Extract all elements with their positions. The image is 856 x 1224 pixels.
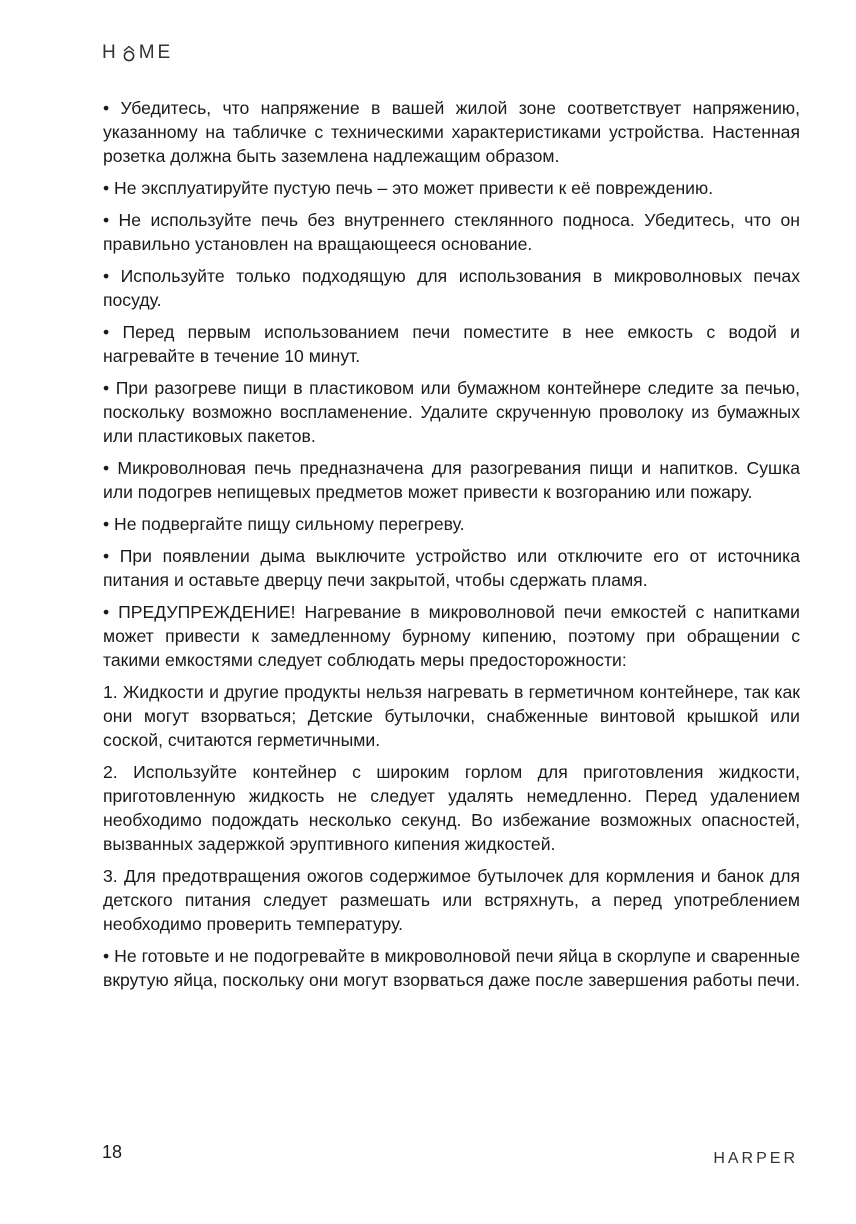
paragraph: 1. Жидкости и другие продукты нельзя нагревать в герметичном контейнере, так как они могут взорваться; Детские бутылочки, снабженные винтовой крышкой или соской, считаются герметичными. [103,682,800,750]
paragraph: • При разогреве пищи в пластиковом или бумажном контейнере следите за печью, поскольку возможно воспламенение. Удалите скрученную проволоку из бумажных или пластиковых пакетов. [103,378,800,446]
paragraph: • Убедитесь, что напряжение в вашей жилой зоне соответствует напряжению, указанному на табличке с техническими характеристиками устройства. Настенная розетка должна быть заземлена надлежащим образом. [103,98,800,166]
paragraph: 2. Используйте контейнер с широким горлом для приготовления жидкости, приготовленную жидкость не следует удалять немедленно. Перед удалением необходимо подождать несколько секунд. Во избежание возможных опасностей, вызванных задержкой эруптивного кипения жидкостей. [103,762,800,854]
paragraph: • Микроволновая печь предназначена для разогревания пищи и напитков. Сушка или подогрев непищевых предметов может привести к возгоранию или пожару. [103,458,800,502]
paragraph: • Не эксплуатируйте пустую печь – это может привести к её повреждению. [103,178,714,198]
house-icon [122,44,136,62]
safety-instructions [103,96,800,1000]
paragraph: • Не готовьте и не подогревайте в микроволновой печи яйца в скорлупе и сваренные вкрутую яйца, поскольку они могут взорваться даже после завершения работы печи. [103,946,801,990]
home-logo [102,42,173,64]
home-logo-prefix: H [102,42,119,63]
paragraph: • ПРЕДУПРЕЖДЕНИЕ! Нагревание в микроволновой печи емкостей с напитками может привести к замедленному бурному кипению, поэтому при обращении с такими емкостями следует соблюдать меры предосторожности: [103,602,800,670]
harper-logo: HARPER [713,1150,798,1167]
paragraph: 3. Для предотвращения ожогов содержимое бутылочек для кормления и банок для детского питания следует размешать или встряхнуть, а перед употреблением необходимо проверить температуру. [103,866,800,934]
paragraph: • Не используйте печь без внутреннего стеклянного подноса. Убедитесь, что он правильно установлен на вращающееся основание. [103,210,800,254]
home-logo-suffix: ME [138,42,174,63]
paragraph: • Используйте только подходящую для использования в микроволновых печах посуду. [103,266,800,310]
paragraph: • Не подвергайте пищу сильному перегреву. [103,514,465,534]
paragraph: • При появлении дыма выключите устройство или отключите его от источника питания и оставьте дверцу печи закрытой, чтобы сдержать пламя. [103,546,800,590]
paragraph: • Перед первым использованием печи поместите в нее емкость с водой и нагревайте в течение 10 минут. [103,322,800,366]
page-number: 18 [102,1142,123,1162]
